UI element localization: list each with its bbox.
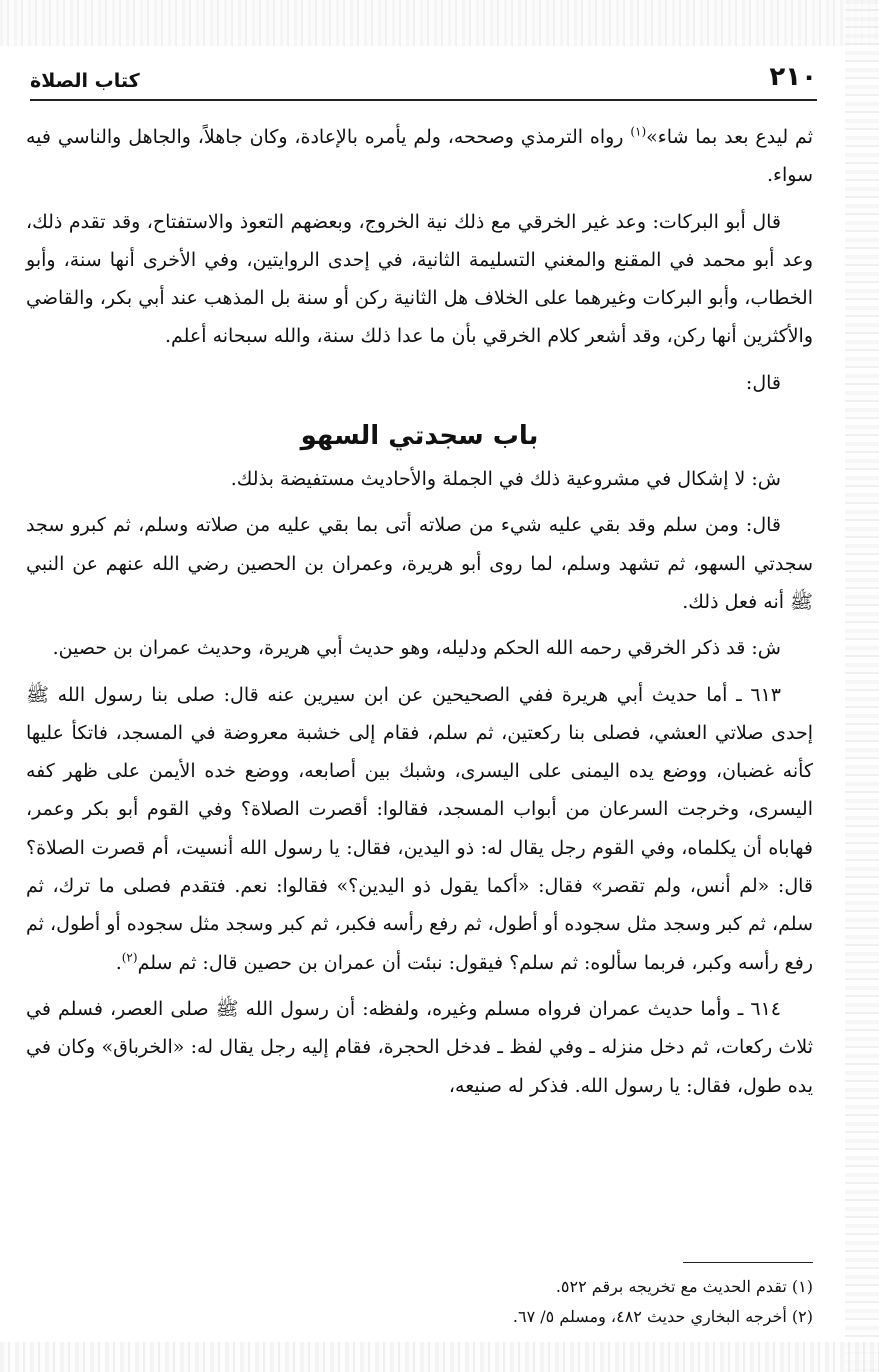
running-title: كتاب الصلاة — [30, 70, 140, 92]
paragraph-4: ش: لا إشكال في مشروعية ذلك في الجملة والأحاديث مستفيضة بذلك. — [230, 468, 781, 491]
paragraph-3: قال: — [745, 371, 781, 394]
paragraph-text: ثم ليدع بعد بما شاء» — [646, 126, 813, 148]
footnote-1: (١) تقدم الحديث مع تخريجه برقم ٥٢٢. — [555, 1277, 813, 1296]
scan-edge-top — [0, 0, 879, 46]
chapter-heading: باب سجدتي السهو — [300, 421, 539, 452]
paragraph-2: قال أبو البركات: وعد غير الخرقي مع ذلك نية الخروج، وبعضهم التعوذ والاستفتاح، وقد تقدم ذلك، وعد أبو محمد في المقنع والمغني التسليمة الثانية، في إحدى الروايتين، وفي الأخرى أنها سنة، وأبو الخطاب، وأبو البركات وغيرهما على الخلاف هل الثانية ركن أو سنة بل المذهب عند أبي بكر، والقاضي والأكثرين أنها ركن، وقد أشعر كلام الخرقي بأن ما عدا ذلك سنة، والله سبحانه أعلم. — [26, 210, 813, 348]
paragraph-text: رواه الترمذي وصححه، ولم يأمره بالإعادة، وكان جاهلاً، والجاهل والناسي فيه سواء. — [26, 126, 813, 187]
footnotes — [26, 1272, 813, 1332]
paragraph-7 — [26, 676, 813, 982]
header-rule — [30, 99, 817, 101]
footnote-ref-1: (١) — [630, 124, 647, 139]
scan-edge-right — [845, 0, 879, 1372]
paragraph-text: . — [115, 951, 122, 974]
page-number: ٢١٠ — [769, 62, 817, 92]
paragraph-6: ش: قد ذكر الخرقي رحمه الله الحكم ودليله، وهو حديث أبي هريرة، وحديث عمران بن حصين. — [52, 637, 781, 660]
paragraph-text: ٦١٣ ـ أما حديث أبي هريرة ففي الصحيحين عن ابن سيرين عنه قال: صلى بنا رسول الله ﷺ إحدى صلاتي العشي، فصلى بنا ركعتين، ثم سلم، فقام إلى خشبة معروضة في المسجد، فاتكأ عليها كأنه غضبان، ووضع يده اليمنى على اليسرى، وشبك بين أصابعه، ووضع خده الأيمن على ظهر كفه اليسرى، وخرجت السرعان من أبواب المسجد، فقالوا: أقصرت الصلاة؟ وفي القوم أبو بكر وعمر، فهاباه أن يكلماه، وفي القوم رجل يقال له: ذو اليدين، فقال: يا رسول الله أنسيت، أم قصرت الصلاة؟ قال: «لم أنس، ولم تقصر» فقال: «أكما يقول ذو اليدين؟» فقالوا: نعم. فتقدم فصلى ما ترك، ثم سلم، ثم كبر وسجد مثل سجوده أو أطول، ثم رفع رأسه فكبر، ثم كبر وسجد مثل سجوده أو أطول، ثم رفع رأسه وكبر، فربما سألوه: ثم سلم؟ فيقول: نبئت أن عمران بن حصين قال: ثم سلم — [26, 683, 813, 974]
paragraph-8: ٦١٤ ـ وأما حديث عمران فرواه مسلم وغيره، ولفظه: أن رسول الله ﷺ صلى العصر، فسلم في ثلاث ركعات، ثم دخل منزله ـ وفي لفظ ـ فدخل الحجرة، فقام إليه رجل يقال له: «الخرباق» وكان في يده طول، فقال: يا رسول الله. فذكر له صنيعه، — [26, 997, 813, 1097]
paragraph-1 — [26, 118, 813, 195]
main-text — [26, 118, 813, 1113]
page-header — [30, 52, 817, 92]
footnote-rule — [683, 1262, 813, 1263]
paragraph-5: قال: ومن سلم وقد بقي عليه شيء من صلاته أتى بما بقي عليه من صلاته وسلم، ثم كبرو سجد سجدتي السهو، ثم تشهد وسلم، لما روى أبو هريرة، وعمران بن الحصين رضي الله عنهم عن النبي ﷺ أنه فعل ذلك. — [26, 514, 813, 613]
footnote-ref-2: (٢) — [121, 950, 138, 965]
footnote-2: (٢) أخرجه البخاري حديث ٤٨٢، ومسلم ٥/ ٦٧. — [512, 1307, 813, 1326]
scan-edge-bottom — [0, 1342, 879, 1372]
